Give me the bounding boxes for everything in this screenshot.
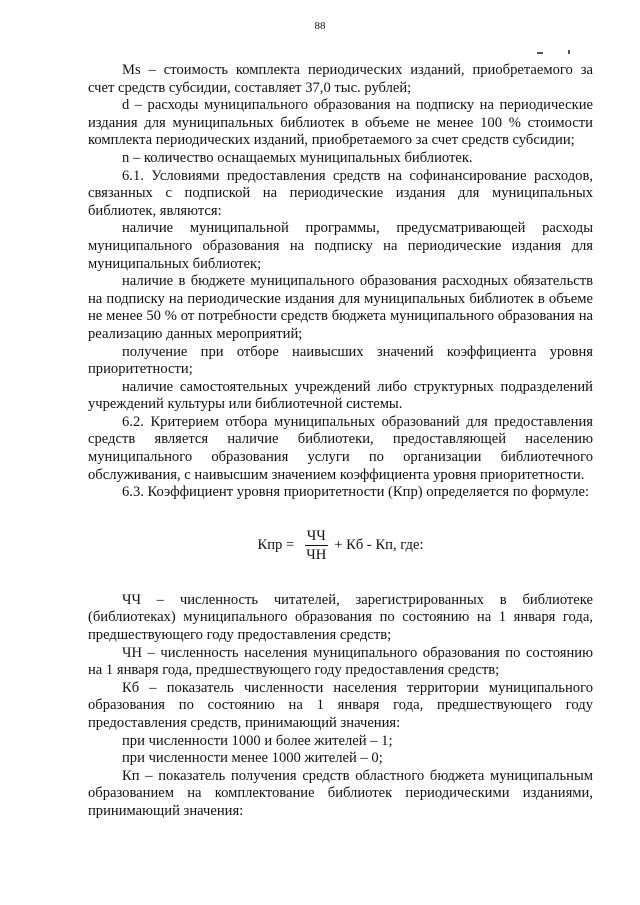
formula-rhs: + Кб - Кп, где: bbox=[334, 537, 424, 554]
paragraph-6-2: 6.2. Критерием отбора муниципальных образований для предоставления средств является наличие библиотеки, предоставляющей населению муниципального образования услуги по организации библиотечного обслуживания, с наивысшим значением коэффициента уровня приоритетности. bbox=[88, 413, 593, 483]
paragraph-condition-program: наличие муниципальной программы, предусматривающей расходы муниципального образования на подписку на периодические издания для муниципальных библиотек; bbox=[88, 220, 593, 272]
formula-numerator: ЧЧ bbox=[306, 528, 326, 545]
paragraph-condition-institutions: наличие самостоятельных учреждений либо структурных подразделений учреждений культуры или библиотечной системы. bbox=[88, 378, 593, 413]
formula-lhs: Кпр = bbox=[257, 537, 295, 554]
document-body bbox=[88, 62, 593, 821]
paragraph-chn-definition: ЧН – численность населения муниципального образования по состоянию на 1 января года, предшествующего году предоставления средств; bbox=[88, 644, 593, 679]
paragraph-kb-definition: Кб – показатель численности населения территории муниципального образования по состоянию на 1 января года, предшествующего году предоставления средств, принимающий значения: bbox=[88, 679, 593, 731]
paragraph-kb-value-1: при численности 1000 и более жителей – 1; bbox=[122, 732, 393, 749]
paragraph-condition-priority: получение при отборе наивысших значений коэффициента уровня приоритетности; bbox=[88, 343, 593, 378]
scan-artifact bbox=[568, 50, 570, 54]
paragraph-ms-definition: Ms – стоимость комплекта периодических изданий, приобретаемого за счет средств субсидии, составляет 37,0 тыс. рублей; bbox=[88, 62, 593, 96]
paragraph-kp-definition: Кп – показатель получения средств областного бюджета муниципальным образованием на комплектование библиотек периодическими изданиями, принимающий значения: bbox=[88, 767, 593, 819]
paragraph-chch-definition: ЧЧ – численность читателей, зарегистрированных в библиотеке (библиотеках) муниципального образования по состоянию на 1 января года, предшествующего году предоставления средств; bbox=[88, 591, 593, 644]
scan-artifact bbox=[537, 52, 543, 54]
paragraph-d-definition: d – расходы муниципального образования на подписку на периодические издания для муниципальных библиотек в объеме не менее 100 % стоимости комплекта периодических изданий, приобретаемого за счет средств субсидии; bbox=[88, 97, 593, 149]
paragraph-6-1: 6.1. Условиями предоставления средств на софинансирование расходов, связанных с подпиской на периодические издания для муниципальных библиотек, являются: bbox=[88, 167, 593, 219]
paragraph-n-definition: n – количество оснащаемых муниципальных библиотек. bbox=[122, 149, 473, 166]
paragraph-kb-value-0: при численности менее 1000 жителей – 0; bbox=[122, 750, 383, 767]
formula-fraction bbox=[304, 527, 328, 564]
page-number: 88 bbox=[314, 20, 326, 32]
paragraph-6-3: 6.3. Коэффициент уровня приоритетности (Кпр) определяется по формуле: bbox=[122, 484, 590, 501]
paragraph-condition-budget: наличие в бюджете муниципального образования расходных обязательств на подписку на периодические издания для муниципальных библиотек в объеме не менее 50 % от потребности средств бюджета муниципального образования на реализацию данных мероприятий; bbox=[88, 273, 593, 342]
priority-formula bbox=[88, 526, 593, 566]
formula-denominator: ЧН bbox=[306, 547, 327, 564]
